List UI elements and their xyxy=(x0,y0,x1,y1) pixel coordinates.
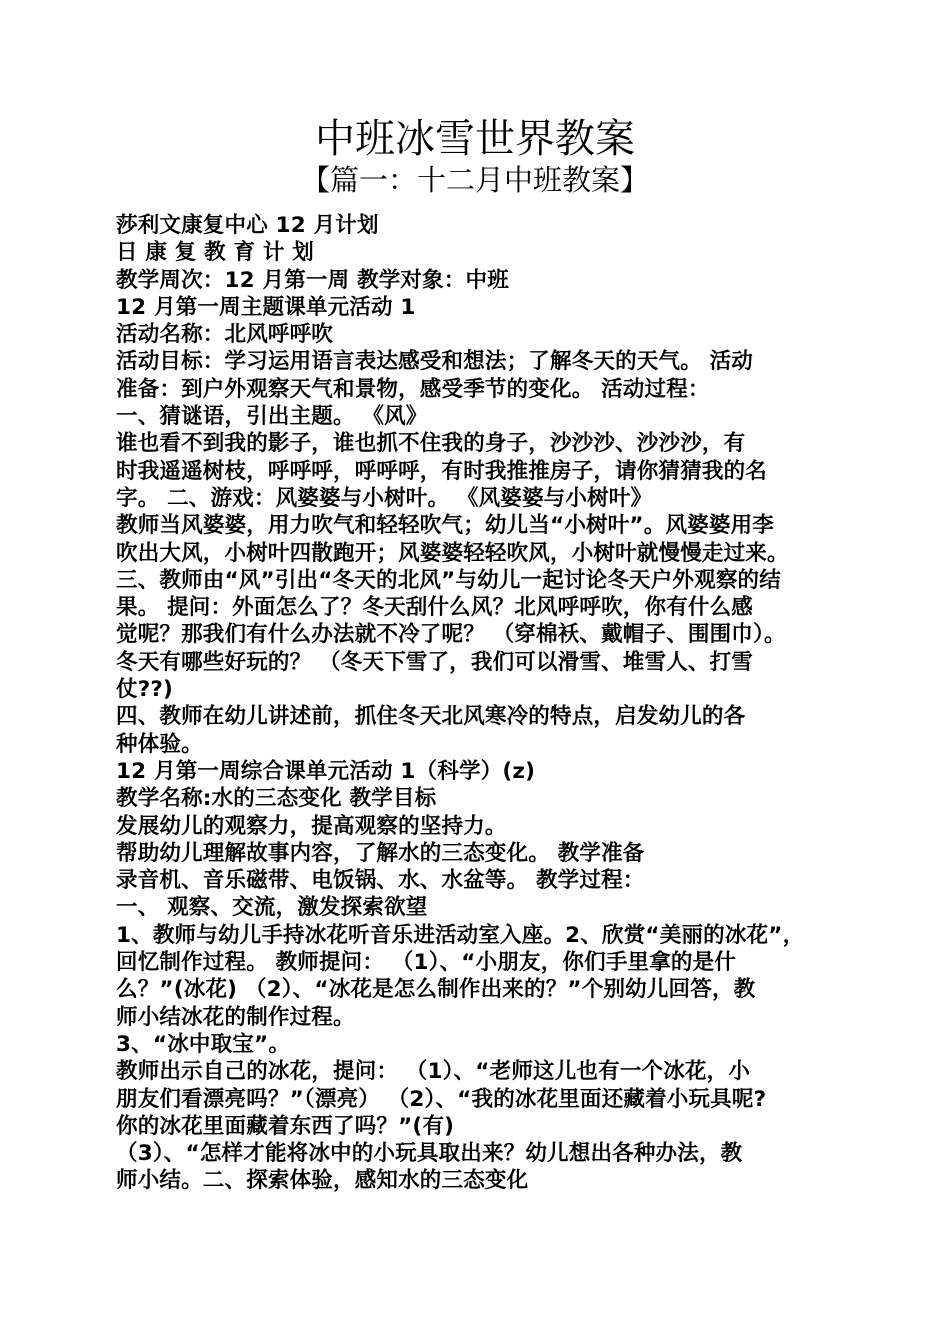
text-line: 种体验。 xyxy=(116,731,203,757)
text-line: 朋友们看漂亮吗？”（漂亮） （2）、“我的冰花里面还藏着小玩具呢? xyxy=(116,1086,767,1112)
text-line: 吹出大风，小树叶四散跑开；风婆婆轻轻吹风，小树叶就慢慢走过来。 xyxy=(116,540,789,566)
text-line: 一、猜谜语，引出主题。 《风》 xyxy=(116,404,428,430)
text-line: 师小结。二、探索体验，感知水的三态变化 xyxy=(116,1168,529,1194)
text-line: 教师出示自己的冰花，提问： （1）、“老师这儿也有一个冰花，小 xyxy=(116,1059,751,1085)
text-line: 四、教师在幼儿讲述前，抓住冬天北风寒冷的特点，启发幼儿的各 xyxy=(116,704,746,730)
text-line: 冬天有哪些好玩的？ （冬天下雪了，我们可以滑雪、堆雪人、打雪 xyxy=(116,649,753,675)
text-line: 果。 提问：外面怎么了？冬天刮什么风？北风呼呼吹，你有什么感 xyxy=(116,595,753,621)
text-line: 回忆制作过程。 教师提问： （1）、“小朋友，你们手里拿的是什 xyxy=(116,950,737,976)
document-title: 中班冰雪世界教案 xyxy=(315,116,635,162)
text-line: 你的冰花里面藏着东西了吗？”(有) xyxy=(116,1113,455,1139)
text-line: 活动名称：北风呼呼吹 xyxy=(116,322,334,348)
text-line: 么？”(冰花) （2）、“冰花是怎么制作出来的？”个别幼儿回答，教 xyxy=(116,977,756,1003)
text-line: 帮助幼儿理解故事内容，了解水的三态变化。 教学准备 xyxy=(116,840,645,866)
text-line: 12 月第一周主题课单元活动 1 xyxy=(116,294,416,320)
text-line: 发展幼儿的观察力，提高观察的坚持力。 xyxy=(116,813,507,839)
text-line: 一、 观察、交流，激发探索欲望 xyxy=(116,895,428,921)
text-line: 字。 二、游戏：风婆婆与小树叶。 《风婆婆与小树叶》 xyxy=(116,485,653,511)
text-line: 3、“冰中取宝”。 xyxy=(116,1031,291,1057)
text-line: 仗??) xyxy=(116,677,174,703)
text-line: 师小结冰花的制作过程。 xyxy=(116,1004,355,1030)
text-line: 12 月第一周综合课单元活动 1（科学）(z) xyxy=(116,758,536,784)
text-line: 谁也看不到我的影子，谁也抓不住我的身子，沙沙沙、沙沙沙，有 xyxy=(116,431,746,457)
text-line: 教学名称:水的三态变化 教学目标 xyxy=(116,786,437,812)
text-line: 准备：到户外观察天气和景物，感受季节的变化。 活动过程： xyxy=(116,376,710,402)
text-line: 教学周次：12 月第一周 教学对象：中班 xyxy=(116,267,509,293)
text-line: 1、教师与幼儿手持冰花听音乐进活动室入座。2、欣赏“美丽的冰花”， xyxy=(116,922,805,948)
text-line: 教师当风婆婆，用力吹气和轻轻吹气；幼儿当“小树叶”。风婆婆用李 xyxy=(116,513,774,539)
text-line: 时我遥遥树枝，呼呼呼，呼呼呼，有时我推推房子，请你猜猜我的名 xyxy=(116,458,768,484)
document-body xyxy=(116,212,856,1195)
text-line: 三、教师由“风”引出“冬天的北风”与幼儿一起讨论冬天户外观察的结 xyxy=(116,567,781,593)
text-line: 活动目标：学习运用语言表达感受和想法；了解冬天的天气。 活动 xyxy=(116,349,753,375)
text-line: （3）、“怎样才能将冰中的小玩具取出来？幼儿想出各种办法，教 xyxy=(116,1141,743,1167)
text-line: 莎利文康复中心 12 月计划 xyxy=(116,213,379,238)
text-line: 觉呢？那我们有什么办法就不冷了呢？ （穿棉袄、戴帽子、围围巾）。 xyxy=(116,622,786,648)
text-line: 录音机、音乐磁带、电饭锅、水、水盆等。 教学过程： xyxy=(116,868,645,894)
text-line: 日 康 复 教 育 计 划 xyxy=(116,240,315,266)
document-subtitle: 【篇一：十二月中班教案】 xyxy=(300,163,649,197)
